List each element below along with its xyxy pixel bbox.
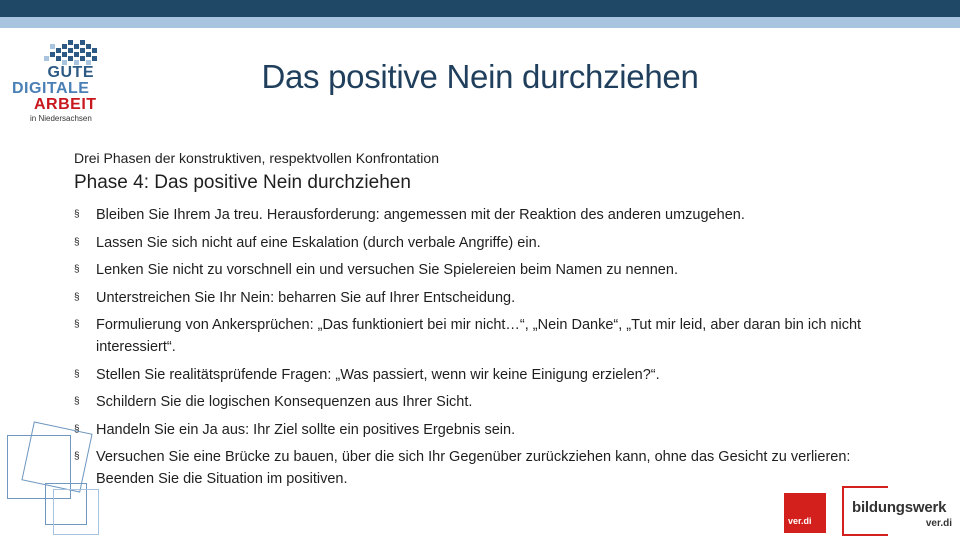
bullet-marker: §: [74, 264, 80, 275]
bullet-marker: §: [74, 396, 80, 407]
list-item-text: Formulierung von Ankersprüchen: „Das funktioniert bei mir nicht…“, „Nein Danke“, „Tut mir leid, aber daran bin ich nicht interessiert“.: [96, 317, 862, 355]
verdi-logo-text: ver.di: [788, 516, 812, 526]
list-item: [74, 204, 864, 226]
list-item: [74, 364, 864, 386]
list-item: [74, 391, 864, 413]
subtitle: Drei Phasen der konstruktiven, respektvollen Konfrontation: [74, 150, 439, 166]
square-outline: [21, 421, 92, 492]
list-item-text: Schildern Sie die logischen Konsequenzen aus Ihrer Sicht.: [96, 394, 473, 410]
list-item: [74, 446, 864, 490]
bullet-marker: §: [74, 319, 80, 330]
decorative-squares: [5, 427, 105, 535]
bullet-marker: §: [74, 209, 80, 220]
page-title: Das positive Nein durchziehen: [261, 58, 699, 95]
list-item-text: Lassen Sie sich nicht auf eine Eskalation (durch verbale Angriffe) ein.: [96, 234, 541, 251]
top-bar: [0, 0, 960, 17]
logo-text-digitale: DIGITALE: [12, 80, 90, 97]
list-item: [74, 232, 864, 254]
bildungswerk-sub-text: ver.di: [925, 518, 952, 529]
bullet-marker: §: [74, 291, 80, 303]
bullet-marker: §: [74, 236, 80, 248]
list-item-text: Handeln Sie ein Ja aus: Ihr Ziel sollte ein positives Ergebnis sein.: [96, 421, 516, 438]
list-item-text: Bleiben Sie Ihrem Ja treu. Herausforderung: angemessen mit der Reaktion des anderen umzugehen.: [96, 207, 745, 223]
list-item: [74, 419, 864, 441]
square-outline: [53, 489, 99, 535]
bildungswerk-text: bildungswerk: [852, 499, 947, 516]
list-item-text: Stellen Sie realitätsprüfende Fragen: „Was passiert, wenn wir keine Einigung erzielen?“.: [96, 366, 660, 383]
logo-text-arbeit: ARBEIT: [34, 96, 97, 113]
list-item-text: Versuchen Sie eine Brücke zu bauen, über die sich Ihr Gegenüber zurückziehen kann, ohne das Gesicht zu verlieren: Beenden Sie die Situation im positiven.: [96, 449, 851, 487]
top-bar-accent: [0, 17, 960, 28]
list-item-text: Unterstreichen Sie Ihr Nein: beharren Sie auf Ihrer Entscheidung.: [96, 289, 516, 306]
list-item: [74, 287, 864, 309]
phase-heading: Phase 4: Das positive Nein durchziehen: [74, 172, 411, 193]
gute-digitale-arbeit-logo: [8, 38, 108, 124]
logo-text-region: in Niedersachsen: [30, 114, 92, 123]
bildungswerk-logo: [838, 486, 956, 534]
bullet-marker: §: [74, 368, 80, 380]
bullet-list: [74, 204, 864, 496]
list-item: [74, 314, 864, 358]
logo-text-gute: GUTE: [47, 64, 94, 81]
bullet-marker: §: [74, 423, 80, 435]
list-item-text: Lenken Sie nicht zu vorschnell ein und versuchen Sie Spielereien beim Namen zu nennen.: [96, 262, 678, 278]
verdi-logo: [784, 493, 826, 533]
list-item: [74, 259, 864, 281]
bullet-marker: §: [74, 451, 80, 462]
